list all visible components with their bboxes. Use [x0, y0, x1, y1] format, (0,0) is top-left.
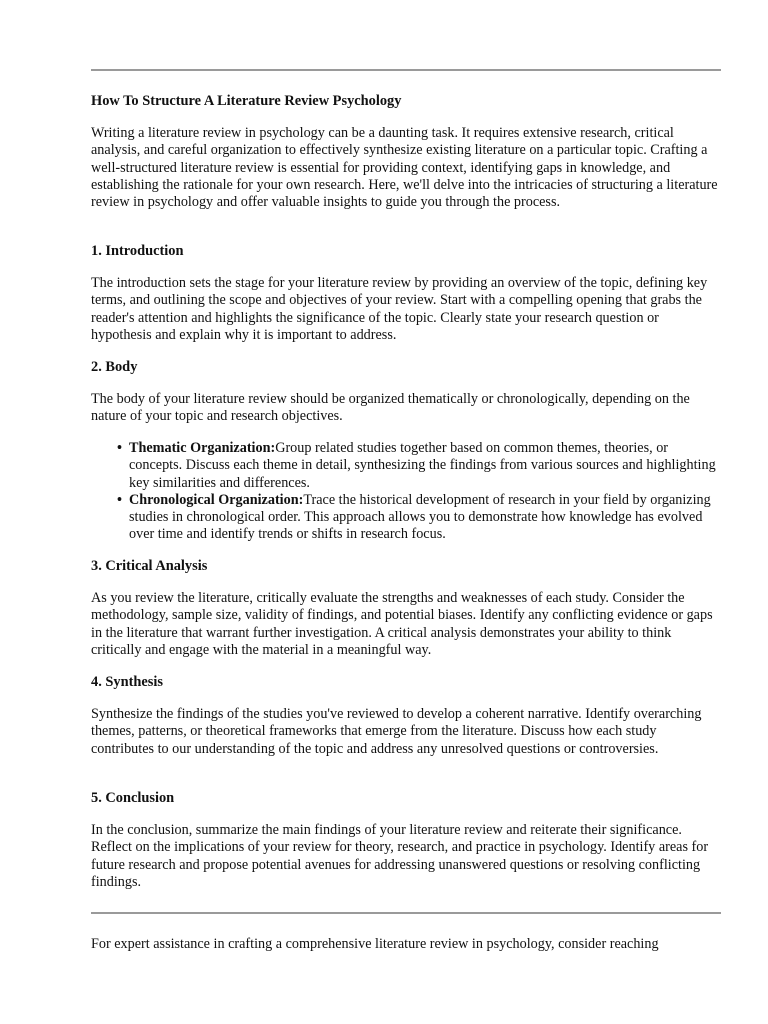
bottom-divider	[91, 912, 721, 914]
bullet-term: Chronological Organization:	[129, 491, 304, 508]
bullet-icon: •	[117, 440, 122, 456]
list-item	[91, 440, 721, 492]
list-item	[91, 492, 721, 544]
intro-paragraph: Writing a literature review in psychology can be a daunting task. It requires extensive research, critical analysis, and careful organization to effectively synthesize existing literature on a particular topic. Crafting a well-structured literature review is essential for providing context, identifying gaps in knowledge, and establishing the rationale for your own research. Here, we'll delve into the intricacies of structuring a literature review in psychology and offer valuable insights to guide you through the process.	[91, 125, 718, 211]
section-heading-body: 2. Body	[91, 359, 138, 375]
top-divider	[91, 69, 721, 71]
body-bullet-list	[91, 440, 721, 544]
section-text-critical-analysis: As you review the literature, critically evaluate the strengths and weaknesses of each study. Consider the methodology, sample size, validity of findings, and potential biases. Identify any conflicting evidence or gaps in the literature that warrant further investigation. A critical analysis demonstrates your ability to think critically and engage with the material in a meaningful way.	[91, 590, 713, 658]
section-text-synthesis: Synthesize the findings of the studies you've reviewed to develop a coherent narrative. Identify overarching themes, patterns, or theoretical frameworks that emerge from the literature. Discuss how each study contributes to our understanding of the topic and address any unresolved questions or controversies.	[91, 706, 702, 757]
section-heading-synthesis: 4. Synthesis	[91, 674, 163, 690]
bullet-icon: •	[117, 491, 122, 508]
section-text-body: The body of your literature review should be organized thematically or chronologically, depending on the nature of your topic and research objectives.	[91, 391, 690, 425]
bullet-term: Thematic Organization:	[129, 440, 276, 456]
section-heading-conclusion: 5. Conclusion	[91, 790, 175, 806]
section-heading-introduction: 1. Introduction	[91, 243, 184, 259]
section-text-introduction: The introduction sets the stage for your literature review by providing an overview of the topic, defining key terms, and outlining the scope and objectives of your review. Start with a compelling opening that grabs the reader's attention and highlights the significance of the topic. Clearly state your research question or hypothesis and explain why it is important to address.	[91, 275, 708, 343]
section-heading-critical-analysis: 3. Critical Analysis	[91, 558, 208, 574]
section-text-conclusion: In the conclusion, summarize the main findings of your literature review and reiterate their significance. Reflect on the implications of your review for theory, research, and practice in psychology. Identify areas for future research and propose potential avenues for addressing unanswered questions or resolving conflicting findings.	[91, 822, 709, 890]
document-title: How To Structure A Literature Review Psychology	[91, 93, 402, 109]
footer-text: For expert assistance in crafting a comprehensive literature review in psychology, consider reaching	[91, 936, 659, 952]
bullet-text: Group related studies together based on common themes, theories, or concepts. Discuss each theme in detail, synthesizing the findings from various sources and highlighting key similarities and differences.	[129, 440, 716, 491]
bullet-text: Trace the historical development of research in your field by organizing studies in chronological order. This approach allows you to demonstrate how knowledge has evolved over time and identify trends or shifts in research focus.	[129, 491, 711, 543]
